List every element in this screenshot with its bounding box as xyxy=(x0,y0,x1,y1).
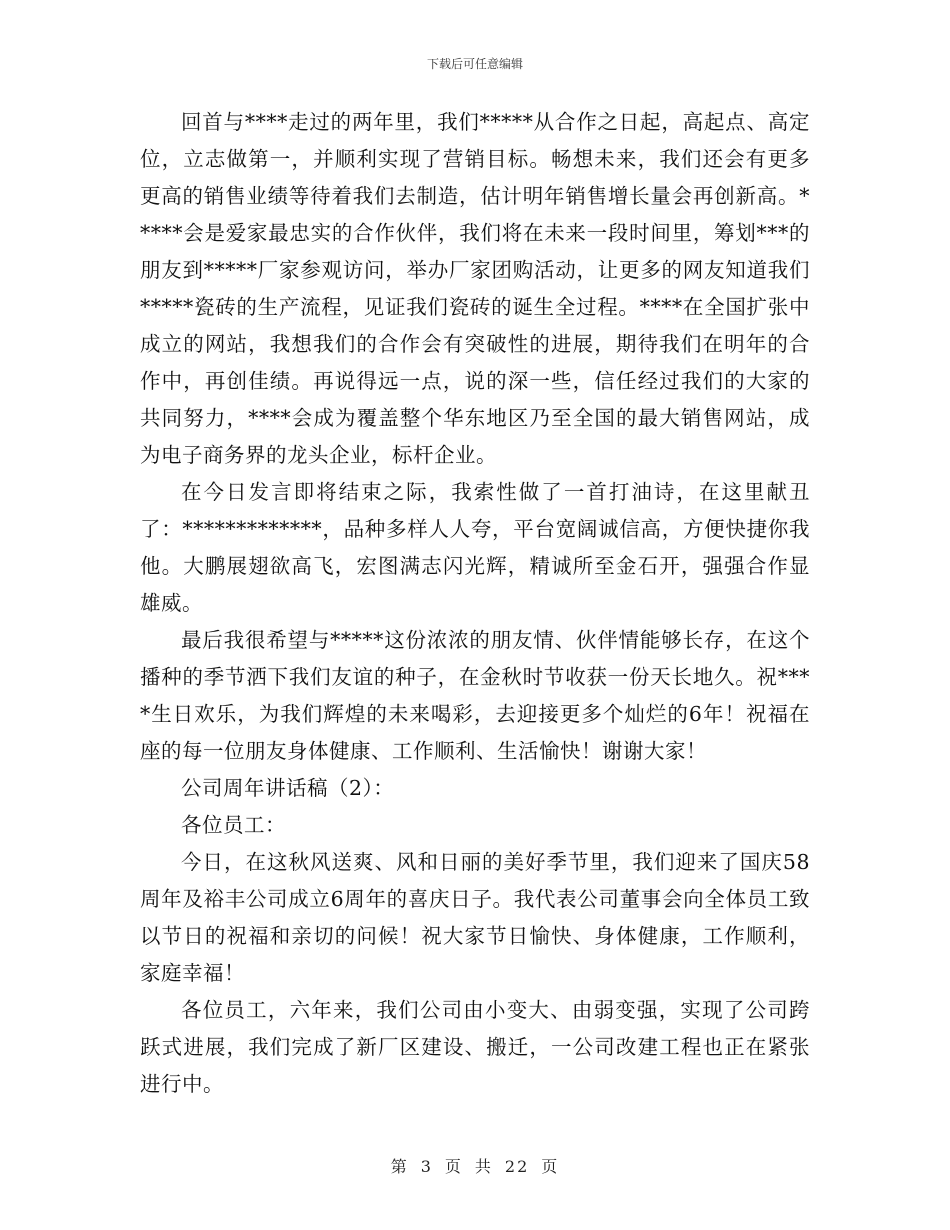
page-header-note: 下载后可任意编辑 xyxy=(426,57,523,71)
paragraph: 今日，在这秋风送爽、风和日丽的美好季节里，我们迎来了国庆58周年及裕丰公司成立6周年的喜庆日子。我代表公司董事会向全体员工致以节日的祝福和亲切的问候！祝大家节日愉快、身体健康，工作顺利，家庭幸福！ xyxy=(140,850,810,985)
salutation: 各位员工： xyxy=(181,813,286,837)
footer-total-word: 共 xyxy=(474,1157,493,1176)
paragraph: 回首与****走过的两年里，我们*****从合作之日起，高起点、高定位，立志做第一，并顺利实现了营销目标。畅想未来，我们还会有更多更高的销售业绩等待着我们去制造，估计明年销售增长量会再创新高。*****会是爱家最忠实的合作伙伴，我们将在未来一段时间里，筹划***的朋友到*****厂家参观访问，举办厂家团购活动，让更多的网友知道我们*****瓷砖的生产流程，见证我们瓷砖的诞生全过程。****在全国扩张中成立的网站，我想我们的合作会有突破性的进展，期待我们在明年的合作中，再创佳绩。再说得远一点，说的深一些，信任经过我们的大家的共同努力，****会成为覆盖整个华东地区乃至全国的最大销售网站，成为电子商务界的龙头企业，标杆企业。 xyxy=(140,110,810,467)
page-footer xyxy=(0,1154,950,1177)
paragraph: 各位员工，六年来，我们公司由小变大、由弱变强，实现了公司跨跃式进展，我们完成了新厂区建设、搬迁，一公司改建工程也正在紧张进行中。 xyxy=(140,998,810,1096)
footer-page-word: 页 xyxy=(444,1157,463,1176)
footer-prefix: 第 xyxy=(390,1157,409,1176)
footer-suffix: 页 xyxy=(541,1157,560,1176)
document-body xyxy=(140,104,810,1103)
section-heading: 公司周年讲话稿（2）： xyxy=(181,776,395,800)
total-pages-number: 22 xyxy=(504,1157,530,1176)
paragraph: 最后我很希望与*****这份浓浓的朋友情、伙伴情能够长存，在这个播种的季节洒下我们友谊的种子，在金秋时节收获一份天长地久。祝****生日欢乐，为我们辉煌的未来喝彩，去迎接更多个灿烂的6年！祝福在座的每一位朋友身体健康、工作顺利、生活愉快！谢谢大家！ xyxy=(140,628,810,763)
current-page-number: 3 xyxy=(420,1157,433,1176)
paragraph: 在今日发言即将结束之际，我索性做了一首打油诗，在这里献丑了：*************，品种多样人人夸，平台宽阔诚信高，方便快捷你我他。大鹏展翅欲高飞，宏图满志闪光辉，精诚所至金石开，强强合作显雄威。 xyxy=(140,480,810,615)
